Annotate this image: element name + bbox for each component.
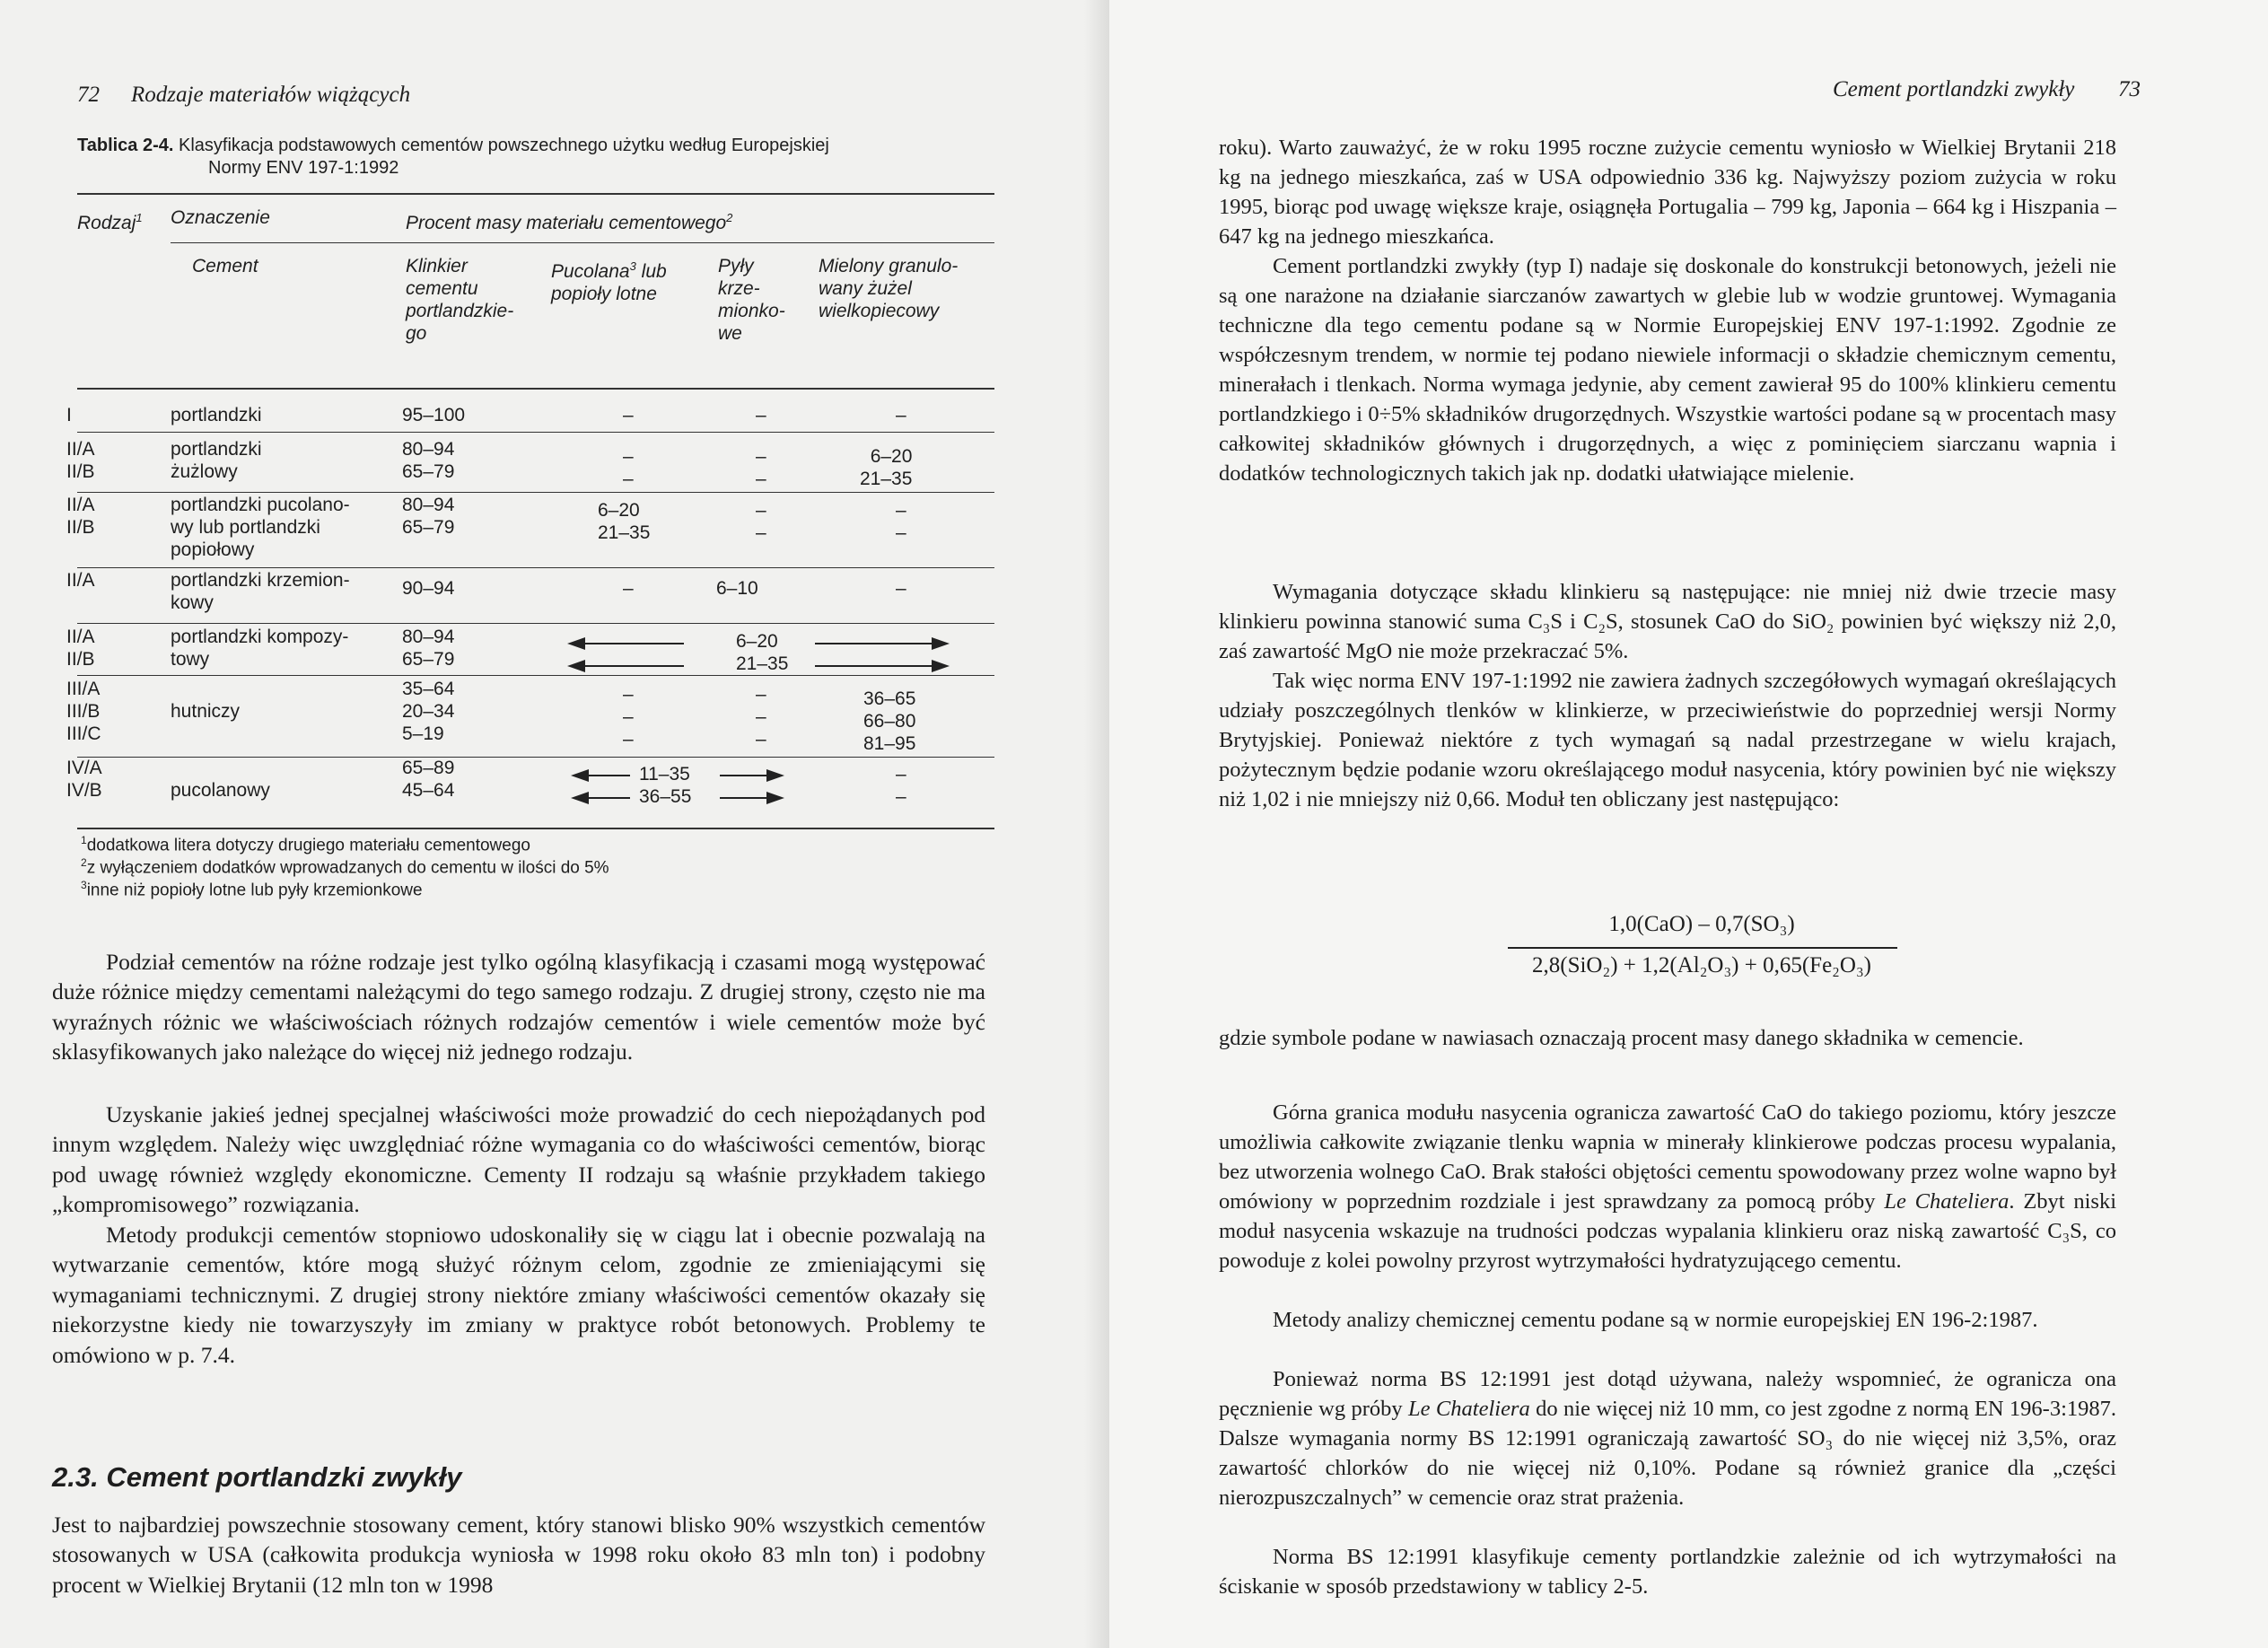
- row5-arrow-left-1: [567, 634, 729, 653]
- row7-arrow-left-2: [571, 788, 635, 808]
- row6-zuzel: 36–65 66–80 81–95: [863, 688, 916, 754]
- row3-zuzel: – –: [896, 500, 906, 543]
- section-paragraph: Jest to najbardziej powszechnie stosowany cement, który stanowi blisko 90% wszystkich cementów stosowanych w USA (całkowita produkcja wyniosła w 1998 roku około 83 mln ton) i podobny procent w Wielkiej Brytanii (12 mln ton w 1998: [52, 1512, 985, 1598]
- right-paragraph-2: Cement portlandzki zwykły (typ I) nadaje się doskonale do konstrukcji betonowych, jeżeli nie są one narażone na działanie siarczanów zawartych w glebie lub w wodzie gruntowej. Wymagania techniczne dla tego cementu podane są w Normie Europejskiej ENV 197-1:1992. Zgodnie ze współczesnym trendem, w normie tej podano niewiele informacji o składzie chemicznym cementu, minerałach i tlenkach. Norma wymaga jedynie, aby cement zawierał 95 do 100% klinkieru cementu portlandzkiego i 0÷5% składników drugorzędnych. Wszystkie wartości podane są w procentach masy całkowitej składników głównych i drugorzędnych, a więc z pominięciem siarczanu wapnia i dodatków technologicznych takich jak np. dodatki ułatwiające mielenie.: [1219, 254, 2116, 486]
- row1-rule: [77, 432, 994, 433]
- right-page: [1109, 0, 2268, 1648]
- row7-arrow-right-1: [720, 766, 784, 785]
- row1-pyly: –: [756, 405, 766, 425]
- row1-pucolana: –: [623, 405, 634, 425]
- left-page: [0, 0, 1120, 1648]
- row5-arrow-right-2: [815, 656, 950, 676]
- row7-zuzel: – –: [896, 764, 906, 807]
- formula-denominator: 2,8(SiO₂) + 1,2(Al₂O₃) + 0,65(Fe₂O₃): [1532, 953, 1871, 977]
- row4-rodzaj: II/A: [66, 570, 95, 591]
- row6-rule: [77, 757, 994, 758]
- row1-rodzaj: I: [66, 405, 72, 425]
- row3-pyly: – –: [756, 500, 766, 543]
- row7-arrow-left-1: [571, 766, 635, 785]
- right-paragraph-3: Wymagania dotyczące składu klinkieru są następujące: nie mniej niż dwie trzecie masy klinkieru powinna stanowić suma C₃S i C₂S, stosunek CaO do SiO₂ powinien być większy niż 2,0, zaś zawartość MgO nie może przekraczać 5%.: [1219, 580, 2116, 663]
- page-number-right: 73: [2118, 77, 2141, 101]
- row3-nazwa: portlandzki pucolano- wy lub portlandzki popiołowy: [171, 495, 350, 560]
- footnote-3: $^3$inne niż popioły lotne lub pyły krzemionkowe: [81, 879, 423, 900]
- row3-pucolana: 6–20 21–35: [598, 500, 651, 543]
- right-paragraph-7: Metody analizy chemicznej cementu podane są w normie europejskiej EN 196-2:1987.: [1273, 1308, 2038, 1332]
- left-paragraph-1: Podział cementów na różne rodzaje jest tylko ogólną klasyfikacją i czasami mogą występować duże różnice między cementami należącymi do tego samego rodzaju. Z drugiej strony, często nie ma wyraźnych różnic we właściwościach różnych rodzajów cementów i wiele cementów może być sklasyfikowanych jako należące do więcej niż jednego rodzaju.: [52, 949, 985, 1065]
- row1-zuzel: –: [896, 405, 906, 425]
- table-top-rule: [77, 193, 994, 195]
- footnote-1: $^1$dodatkowa litera dotyczy drugiego materiału cementowego: [81, 834, 530, 855]
- running-header-left: Rodzaje materiałów wiążących: [131, 83, 411, 107]
- table-caption: [77, 135, 829, 157]
- row7-klinkier: 65–89 45–64: [402, 758, 455, 801]
- row2-zuzel: 6–20 21–35: [860, 446, 913, 489]
- header-zuzel: Mielony granulo- wany żużel wielkopiecowy: [819, 256, 959, 321]
- row7-rodzaj: IV/A IV/B: [66, 758, 102, 801]
- header-pucolana: Pucolana$^3$ lub popioły lotne: [551, 259, 667, 304]
- section-title: 2.3. Cement portlandzki zwykły: [52, 1461, 462, 1493]
- left-paragraph-2: Uzyskanie jakieś jednej specjalnej właściwości może prowadzić do cech niepożądanych pod innym względem. Należy więc uwzględniać różne wymagania co do właściwości cementów, biorąc pod uwagę również względy ekonomiczne. Cementy II rodzaju są właśnie przykładem takiego „kompromisowego” rozwiązania.: [52, 1101, 985, 1218]
- table-caption-line2: Normy ENV 197-1:1992: [208, 158, 399, 178]
- row6-nazwa: hutniczy: [171, 701, 241, 722]
- table-label: Tablica 2-4.: [77, 136, 174, 155]
- right-paragraph-6: Górna granica modułu nasycenia ogranicza zawartość CaO do takiego poziomu, który jeszcze umożliwia całkowite związanie tlenku wapnia w minerały klinkierowe podczas procesu wypalania, bez utworzenia wolnego CaO. Brak stałości objętości cementu spowodowany przez wolne wapno był omówiony w poprzednim rozdziale i jest sprawdzany za pomocą próby Le Chateliera. Zbyt niski moduł nasycenia wskazuje na trudności podczas wypalania klinkieru oraz niską zawartość C₃S, co powoduje z kolei powolny przyrost wytrzymałości hydratyzującego cementu.: [1219, 1100, 2117, 1273]
- right-paragraph-4: Tak więc norma ENV 197-1:1992 nie zawiera żadnych szczegółowych wymagań określających udziały poszczególnych tlenków w klinkierze, w przeciwieństwie do poprzedniej wersji Normy Brytyjskiej. Ponieważ niektóre z tych wymagań są nadal przestrzegane w wielu krajach, pożytecznym będzie podanie wzoru określającego moduł nasycenia, który powinien być nie większy niż 1,02 i nie mniejszy niż 0,66. Moduł ten obliczany jest następująco:: [1219, 669, 2116, 811]
- header-oznaczenie: Oznaczenie: [171, 207, 270, 228]
- table-bottom-rule: [77, 828, 994, 829]
- row5-klinkier: 80–94 65–79: [402, 627, 455, 670]
- row6-rodzaj: III/A III/B III/C: [66, 679, 101, 744]
- header-procent: Procent masy materiału cementowego$^2$: [406, 211, 733, 233]
- row4-pyly: 6–10: [716, 578, 758, 599]
- row4-klinkier: 90–94: [402, 578, 455, 599]
- row6-klinkier: 35–64 20–34 5–19: [402, 679, 455, 744]
- header-rodzaj: Rodzaj$^1$: [77, 211, 143, 233]
- table-header-rule-2: [77, 388, 994, 390]
- row5-mixed: 6–20 21–35: [736, 631, 789, 674]
- footnote-2: $^2$z wyłączeniem dodatków wprowadzanych do cementu w ilości do 5%: [81, 856, 609, 878]
- table-header-rule-1: [171, 242, 994, 243]
- row5-arrow-left-2: [567, 656, 729, 676]
- row7-arrow-right-2: [720, 788, 784, 808]
- row2-nazwa: portlandzki żużlowy: [171, 439, 262, 482]
- right-paragraph-9: Norma BS 12:1991 klasyfikuje cementy portlandzkie zależnie od ich wytrzymałości na ściskanie w sposób przedstawiony w tablicy 2-5.: [1219, 1545, 2116, 1599]
- row2-pucolana: – –: [623, 446, 634, 489]
- row6-pucolana: – – –: [623, 684, 634, 749]
- header-klinkier: Klinkier cementu portlandzkie- go: [406, 256, 514, 344]
- row3-rodzaj: II/A II/B: [66, 495, 95, 538]
- row5-rule: [77, 675, 994, 676]
- row2-klinkier: 80–94 65–79: [402, 439, 455, 482]
- page-number-left: 72: [77, 83, 100, 107]
- row7-mixed: 11–35 36–55: [639, 764, 692, 807]
- row4-zuzel: –: [896, 578, 906, 599]
- row1-nazwa: portlandzki: [171, 405, 262, 425]
- row7-nazwa: pucolanowy: [171, 780, 270, 801]
- row4-pucolana: –: [623, 578, 634, 599]
- row1-klinkier: 95–100: [402, 405, 466, 425]
- running-header-right: Cement portlandzki zwykły: [1833, 77, 2075, 101]
- row6-pyly: – – –: [756, 684, 766, 749]
- row5-rodzaj: II/A II/B: [66, 627, 95, 670]
- row5-nazwa: portlandzki kompozy- towy: [171, 627, 349, 670]
- row4-rule: [77, 623, 994, 624]
- right-paragraph-5: gdzie symbole podane w nawiasach oznaczają procent masy danego składnika w cemencie.: [1219, 1026, 2024, 1050]
- row5-arrow-right-1: [815, 634, 950, 653]
- right-paragraph-1: roku). Warto zauważyć, że w roku 1995 roczne zużycie cementu wyniosło w Wielkiej Brytanii 218 kg na jednego mieszkańca, zaś w USA odpowiednio 336 kg. Najwyższy poziom zużycia w roku 1995, biorąc pod uwagę większe kraje, osiągnęła Portugalia – 799 kg, Japonia – 664 kg i Hiszpania – 647 kg na jednego mieszkańca.: [1219, 136, 2116, 249]
- right-paragraph-8: Ponieważ norma BS 12:1991 jest dotąd używana, należy wspomnieć, że ogranicza ona pęcznienie wg próby Le Chateliera do nie więcej niż 10 mm, co jest zgodne z normą EN 196-3:1987. Dalsze wymagania normy BS 12:1991 ograniczają zawartość SO₃ do nie więcej niż 3,5%, oraz zawartość chlorków do nie więcej niż 0,10%. Podane są również granice dla „części nierozpuszczalnych” w cemencie oraz strat prażenia.: [1219, 1367, 2117, 1510]
- header-cement: Cement: [192, 256, 258, 276]
- table-caption-line1: Klasyfikacja podstawowych cementów powszechnego użytku według Europejskiej: [179, 136, 829, 155]
- row4-nazwa: portlandzki krzemion- kowy: [171, 570, 350, 613]
- row2-pyly: – –: [756, 446, 766, 489]
- row2-rodzaj: II/A II/B: [66, 439, 95, 482]
- header-pyly: Pyły krze- mionko- we: [718, 256, 785, 344]
- row3-klinkier: 80–94 65–79: [402, 495, 455, 538]
- formula-numerator: 1,0(CaO) – 0,7(SO₃): [1608, 912, 1795, 936]
- left-paragraph-3: Metody produkcji cementów stopniowo udoskonaliły się w ciągu lat i obecnie pozwalają na wytwarzanie cementów, które mogą służyć różnym celom, zgodnie ze zmieniającymi się wymaganiami technicznymi. Z drugiej strony niektóre zmiany właściwości cementów okazały się niekorzystne kiedy nie towarzyszyły im zmiany w praktyce robót betonowych. Problemy te omówiono w p. 7.4.: [52, 1222, 985, 1368]
- formula-fraction-bar: [1508, 947, 1897, 949]
